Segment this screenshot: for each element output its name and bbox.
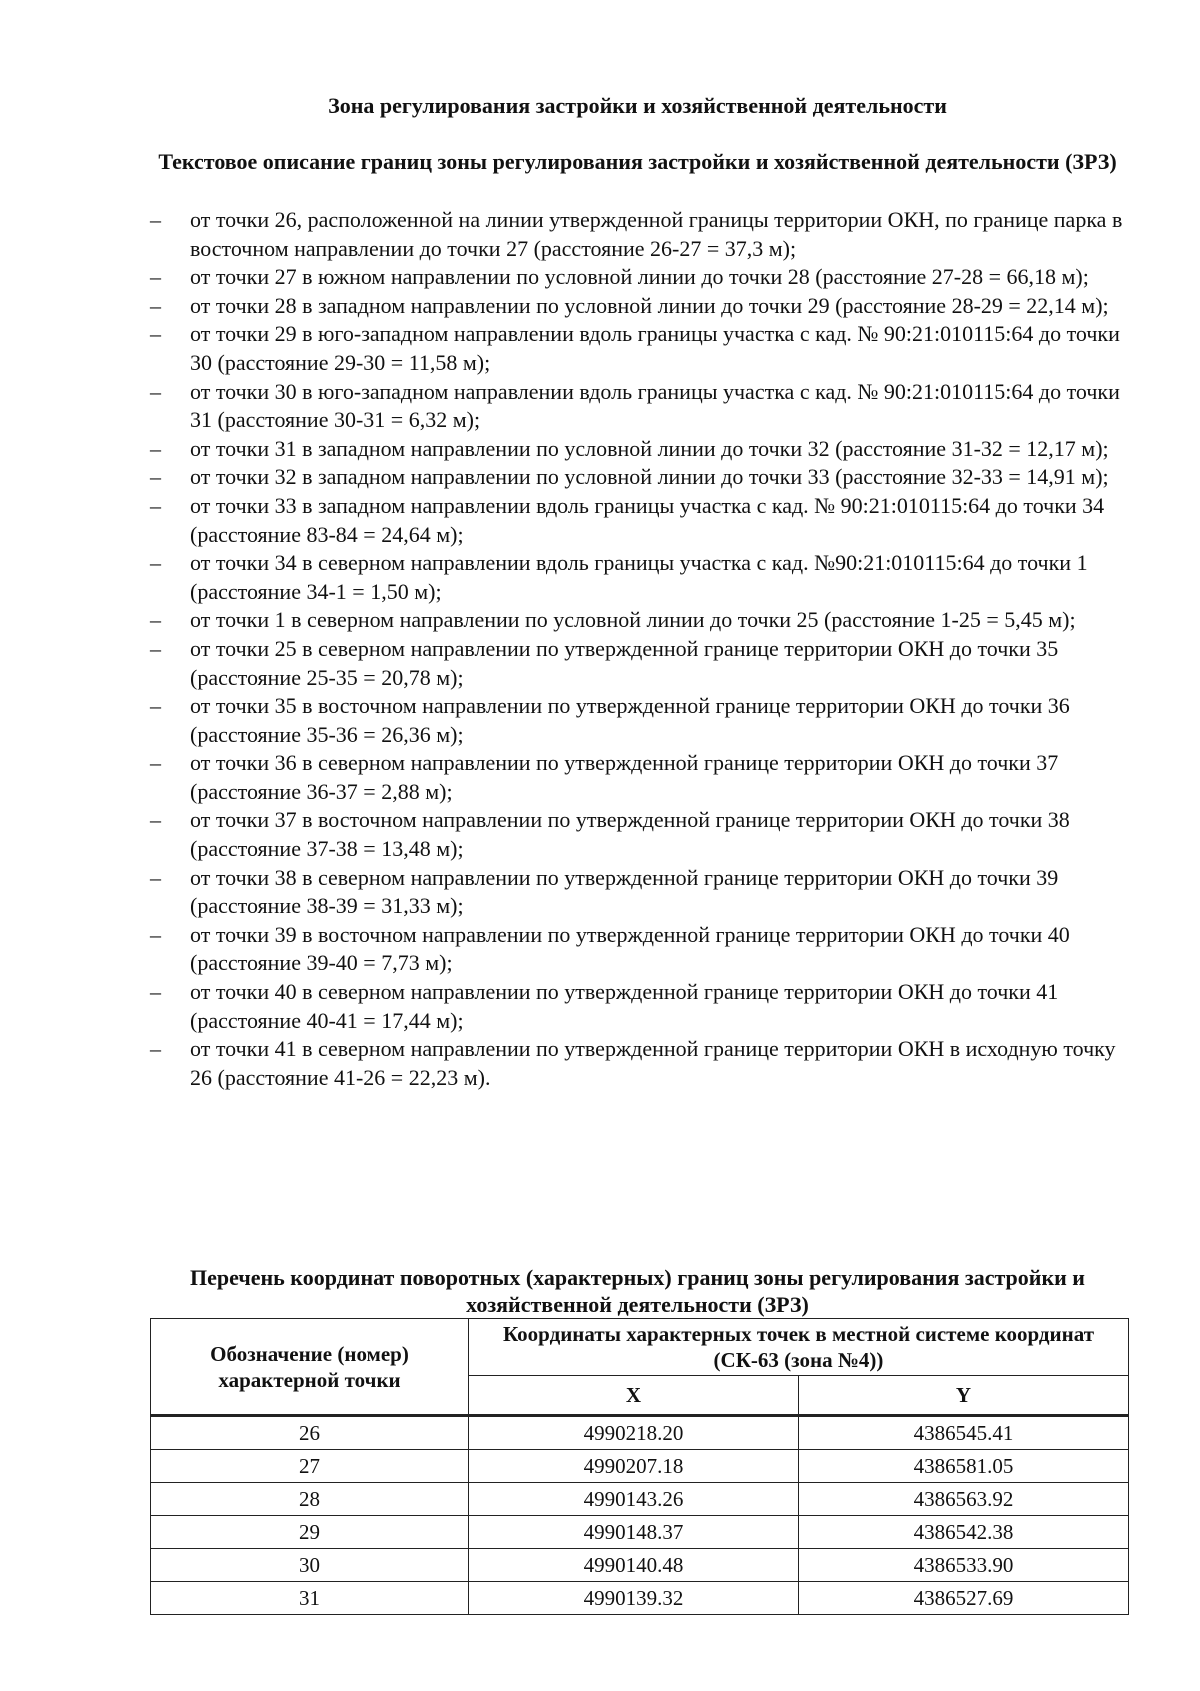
point-number-cell: 30	[151, 1549, 469, 1582]
x-coordinate-cell: 4990143.26	[469, 1483, 799, 1516]
list-item	[150, 492, 1125, 549]
point-number-cell: 29	[151, 1516, 469, 1549]
list-item	[150, 1035, 1125, 1092]
y-coordinate-cell: 4386581.05	[799, 1450, 1129, 1483]
list-item-text: от точки 39 в восточном направлении по утвержденной границе территории ОКН до точки 40 (расстояние 39-40 = 7,73 м);	[190, 921, 1070, 976]
list-item-text: от точки 33 в западном направлении вдоль границы участка с кад. № 90:21:010115:64 до точки 34 (расстояние 83-84 = 24,64 м);	[190, 492, 1105, 547]
list-item-text: от точки 37 в восточном направлении по утвержденной границе территории ОКН до точки 38 (расстояние 37-38 = 13,48 м);	[190, 807, 1070, 862]
list-item-text: от точки 27 в южном направлении по условной линии до точки 28 (расстояние 27-28 = 66,18 м);	[190, 264, 1089, 290]
bullet-dash: –	[150, 864, 161, 890]
section-subtitle: Текстовое описание границ зоны регулирования застройки и хозяйственной деятельности (ЗРЗ)	[158, 149, 1117, 174]
bullet-dash: –	[150, 635, 161, 661]
list-item	[150, 749, 1125, 806]
list-item-text: от точки 38 в северном направлении по утвержденной границе территории ОКН до точки 39 (расстояние 38-39 = 31,33 м);	[190, 864, 1059, 919]
bullet-dash: –	[150, 292, 161, 318]
list-item	[150, 292, 1125, 321]
list-item	[150, 320, 1125, 377]
x-coordinate-cell: 4990139.32	[469, 1582, 799, 1615]
list-item-text: от точки 30 в юго-западном направлении вдоль границы участка с кад. № 90:21:010115:64 до точки 31 (расстояние 30-31 = 6,32 м);	[190, 378, 1120, 433]
bullet-dash: –	[150, 750, 161, 776]
coordinates-header: Координаты характерных точек в местной системе координат (СК-63 (зона №4))	[469, 1319, 1129, 1376]
table-row	[151, 1450, 1129, 1483]
list-item	[150, 921, 1125, 978]
x-coordinate-cell: 4990148.37	[469, 1516, 799, 1549]
table-row	[151, 1483, 1129, 1516]
page-title: Зона регулирования застройки и хозяйственной деятельности	[328, 93, 947, 118]
y-coordinate-cell: 4386563.92	[799, 1483, 1129, 1516]
x-coordinate-cell: 4990218.20	[469, 1416, 799, 1450]
x-header: X	[469, 1376, 799, 1416]
table-title: Перечень координат поворотных (характерных) границ зоны регулирования застройки и хозяйственной деятельности (ЗРЗ)	[190, 1265, 1085, 1317]
point-number-cell: 26	[151, 1416, 469, 1450]
list-item	[150, 978, 1125, 1035]
bullet-dash: –	[150, 207, 161, 232]
x-coordinate-cell: 4990207.18	[469, 1450, 799, 1483]
bullet-dash: –	[150, 378, 161, 404]
list-item-text: от точки 31 в западном направлении по условной линии до точки 32 (расстояние 31-32 = 12,17 м);	[190, 435, 1109, 461]
list-item-text: от точки 26, расположенной на линии утвержденной границы территории ОКН, по границе парка в восточном направлении до точки 27 (расстояние 26-27 = 37,3 м);	[190, 207, 1123, 261]
bullet-dash: –	[150, 1036, 161, 1062]
list-item-text: от точки 36 в северном направлении по утвержденной границе территории ОКН до точки 37 (расстояние 36-37 = 2,88 м);	[190, 750, 1059, 804]
bullet-dash: –	[150, 435, 161, 461]
list-item	[150, 806, 1125, 863]
bullet-dash: –	[150, 921, 161, 947]
list-item-text: от точки 34 в северном направлении вдоль границы участка с кад. №90:21:010115:64 до точки 1 (расстояние 34-1 = 1,50 м);	[190, 550, 1088, 604]
coordinates-table-body	[151, 1416, 1129, 1615]
list-item-text: от точки 29 в юго-западном направлении вдоль границы участка с кад. № 90:21:010115:64 до точки 30 (расстояние 29-30 = 11,58 м);	[190, 321, 1120, 375]
list-item	[150, 864, 1125, 921]
y-coordinate-cell: 4386542.38	[799, 1516, 1129, 1549]
y-coordinate-cell: 4386545.41	[799, 1416, 1129, 1450]
y-coordinate-cell: 4386533.90	[799, 1549, 1129, 1582]
y-coordinate-cell: 4386527.69	[799, 1582, 1129, 1615]
list-item	[150, 206, 1125, 263]
table-row	[151, 1416, 1129, 1450]
bullet-dash: –	[150, 807, 161, 833]
x-coordinate-cell: 4990140.48	[469, 1549, 799, 1582]
bullet-dash: –	[150, 979, 161, 1005]
list-item-text: от точки 40 в северном направлении по утвержденной границе территории ОКН до точки 41 (расстояние 40-41 = 17,44 м);	[190, 979, 1059, 1033]
bullet-dash: –	[150, 607, 161, 633]
bullet-dash: –	[150, 693, 161, 719]
point-number-cell: 28	[151, 1483, 469, 1516]
point-number-cell: 31	[151, 1582, 469, 1615]
list-item	[150, 263, 1125, 292]
bullet-dash: –	[150, 264, 161, 290]
point-designation-header: Обозначение (номер) характерной точки	[151, 1319, 469, 1416]
y-header: Y	[799, 1376, 1129, 1416]
list-item	[150, 378, 1125, 435]
list-item	[150, 549, 1125, 606]
list-item	[150, 635, 1125, 692]
list-item-text: от точки 41 в северном направлении по утвержденной границе территории ОКН в исходную точку 26 (расстояние 41-26 = 22,23 м).	[190, 1036, 1116, 1090]
bullet-dash: –	[150, 550, 161, 576]
list-item	[150, 606, 1125, 635]
point-number-cell: 27	[151, 1450, 469, 1483]
table-row	[151, 1549, 1129, 1582]
bullet-dash: –	[150, 321, 161, 347]
list-item	[150, 692, 1125, 749]
list-item	[150, 463, 1125, 492]
list-item-text: от точки 1 в северном направлении по условной линии до точки 25 (расстояние 1-25 = 5,45 м);	[190, 607, 1076, 633]
list-item-text: от точки 25 в северном направлении по утвержденной границе территории ОКН до точки 35 (расстояние 25-35 = 20,78 м);	[190, 635, 1059, 690]
coordinates-table	[150, 1318, 1129, 1615]
bullet-dash: –	[150, 464, 161, 490]
bullet-dash: –	[150, 492, 161, 518]
list-item-text: от точки 35 в восточном направлении по утвержденной границе территории ОКН до точки 36 (расстояние 35-36 = 26,36 м);	[190, 693, 1070, 747]
table-row	[151, 1516, 1129, 1549]
list-item-text: от точки 32 в западном направлении по условной линии до точки 33 (расстояние 32-33 = 14,91 м);	[190, 464, 1109, 490]
table-row	[151, 1582, 1129, 1615]
boundary-description-list	[150, 206, 1125, 1092]
list-item	[150, 435, 1125, 464]
list-item-text: от точки 28 в западном направлении по условной линии до точки 29 (расстояние 28-29 = 22,14 м);	[190, 292, 1109, 318]
